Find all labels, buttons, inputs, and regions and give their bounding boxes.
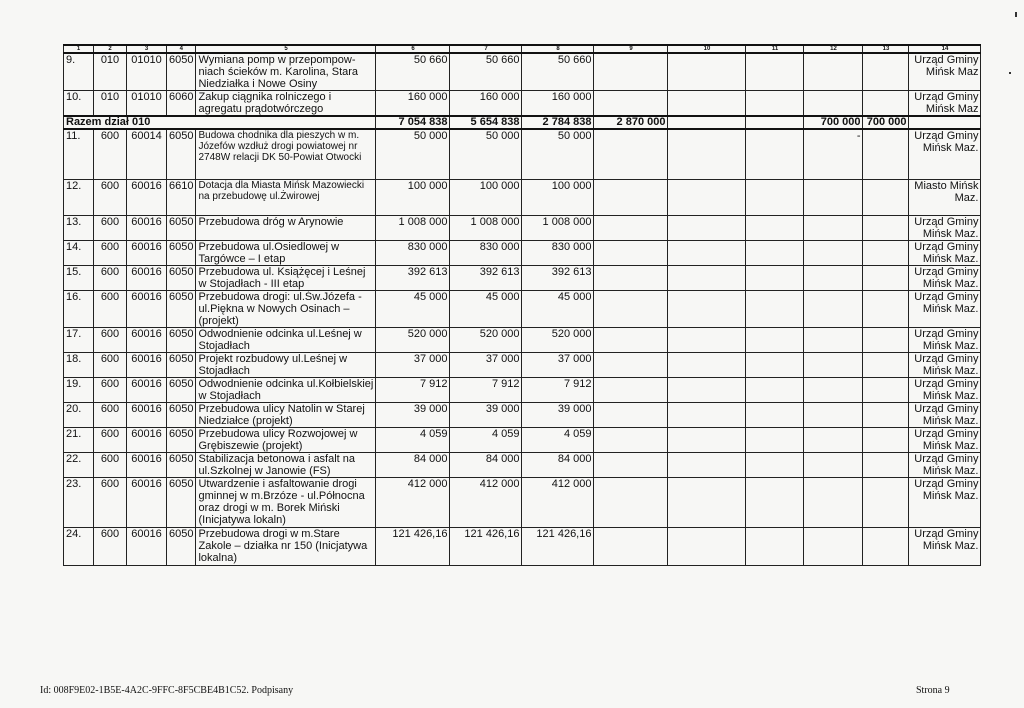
table-row — [64, 477, 981, 527]
table-row — [64, 402, 981, 427]
cell-paragraph: 6050 — [167, 352, 196, 377]
cell-value: 84 000 — [522, 452, 594, 477]
cell-value — [668, 290, 746, 327]
summary-value: 2 870 000 — [594, 116, 668, 129]
cell-value — [746, 402, 804, 427]
cell-unit: Urząd Gminy Mińsk Maz — [909, 53, 981, 91]
cell-value: 39 000 — [450, 402, 522, 427]
cell-chapter: 60016 — [127, 477, 167, 527]
table-row — [64, 91, 981, 117]
cell-section: 600 — [94, 402, 127, 427]
cell-value: 45 000 — [522, 290, 594, 327]
cell-section: 010 — [94, 53, 127, 91]
scan-mark — [1009, 72, 1011, 74]
cell-value: 392 613 — [376, 265, 450, 290]
cell-value: 412 000 — [376, 477, 450, 527]
cell-value — [668, 240, 746, 265]
cell-value — [668, 91, 746, 117]
cell-paragraph: 6050 — [167, 53, 196, 91]
cell-unit: Urząd Gminy Mińsk Maz. — [909, 477, 981, 527]
cell-value: 39 000 — [376, 402, 450, 427]
cell-section: 600 — [94, 265, 127, 290]
summary-value: 700 000 — [863, 116, 909, 129]
cell-value: 100 000 — [376, 179, 450, 215]
cell-paragraph: 6050 — [167, 215, 196, 240]
cell-value — [746, 527, 804, 565]
cell-unit: Urząd Gminy Mińsk Maz. — [909, 215, 981, 240]
cell-value: 100 000 — [450, 179, 522, 215]
cell-value: 7 912 — [450, 377, 522, 402]
cell-value: 520 000 — [376, 327, 450, 352]
cell-value — [863, 53, 909, 91]
cell-paragraph: 6060 — [167, 91, 196, 117]
cell-task-name: Przebudowa drogi w m.Stare Zakole – działka nr 150 (Inicjatywa lokalna) — [196, 527, 376, 565]
table-body — [64, 53, 981, 565]
summary-label: Razem dział 010 — [64, 116, 376, 129]
cell-value — [863, 240, 909, 265]
table-row — [64, 240, 981, 265]
cell-value — [594, 452, 668, 477]
cell-paragraph: 6050 — [167, 427, 196, 452]
cell-value — [668, 179, 746, 215]
cell-value — [863, 352, 909, 377]
row-number: 12. — [64, 179, 94, 215]
cell-task-name: Przebudowa ul. Książęcej i Leśnej w Stojadłach - III etap — [196, 265, 376, 290]
cell-task-name: Przebudowa ulicy Rozwojowej w Grębiszewie (projekt) — [196, 427, 376, 452]
cell-chapter: 01010 — [127, 53, 167, 91]
cell-chapter: 60016 — [127, 377, 167, 402]
cell-value — [746, 240, 804, 265]
row-number: 20. — [64, 402, 94, 427]
cell-value — [594, 527, 668, 565]
row-number: 13. — [64, 215, 94, 240]
cell-section: 600 — [94, 352, 127, 377]
cell-paragraph: 6050 — [167, 527, 196, 565]
cell-section: 600 — [94, 477, 127, 527]
cell-value — [746, 215, 804, 240]
cell-paragraph: 6050 — [167, 327, 196, 352]
column-number: 2 — [94, 45, 127, 53]
cell-value — [594, 477, 668, 527]
cell-chapter: 60016 — [127, 265, 167, 290]
cell-chapter: 60016 — [127, 402, 167, 427]
cell-value: 4 059 — [376, 427, 450, 452]
cell-paragraph: 6050 — [167, 402, 196, 427]
cell-value — [594, 240, 668, 265]
cell-value — [863, 327, 909, 352]
cell-value: 160 000 — [522, 91, 594, 117]
cell-value: 160 000 — [376, 91, 450, 117]
cell-value: 1 008 000 — [376, 215, 450, 240]
cell-value: 830 000 — [450, 240, 522, 265]
cell-value — [804, 477, 863, 527]
cell-value: 7 912 — [376, 377, 450, 402]
table-row — [64, 527, 981, 565]
cell-unit: Urząd Gminy Mińsk Maz. — [909, 527, 981, 565]
column-number: 13 — [863, 45, 909, 53]
column-number: 11 — [746, 45, 804, 53]
cell-value — [746, 327, 804, 352]
table-row — [64, 427, 981, 452]
cell-value — [668, 215, 746, 240]
cell-value — [668, 352, 746, 377]
cell-value: 37 000 — [376, 352, 450, 377]
cell-unit: Urząd Gminy Mińsk Maz. — [909, 290, 981, 327]
cell-unit: Miasto Mińsk Maz. — [909, 179, 981, 215]
cell-value — [863, 427, 909, 452]
cell-value: 392 613 — [450, 265, 522, 290]
cell-value — [804, 91, 863, 117]
column-number: 12 — [804, 45, 863, 53]
cell-task-name: Przebudowa ul.Osiedlowej w Targówce – I etap — [196, 240, 376, 265]
cell-value — [668, 129, 746, 179]
cell-chapter: 60016 — [127, 215, 167, 240]
cell-unit: Urząd Gminy Mińsk Maz. — [909, 402, 981, 427]
column-number: 14 — [909, 45, 981, 53]
cell-value — [594, 53, 668, 91]
cell-paragraph: 6050 — [167, 477, 196, 527]
row-number: 21. — [64, 427, 94, 452]
cell-unit: Urząd Gminy Mińsk Maz. — [909, 240, 981, 265]
cell-value — [804, 377, 863, 402]
column-number: 5 — [196, 45, 376, 53]
cell-value: 45 000 — [376, 290, 450, 327]
document-id: Id: 008F9E02-1B5E-4A2C-9FFC-8F5CBE4B1C52. Podpisany — [40, 685, 294, 696]
cell-section: 600 — [94, 215, 127, 240]
summary-value — [909, 116, 981, 129]
table-row — [64, 129, 981, 179]
cell-value — [804, 452, 863, 477]
row-number: 22. — [64, 452, 94, 477]
column-number-row — [64, 45, 981, 53]
cell-value — [668, 452, 746, 477]
cell-task-name: Przebudowa ulicy Natolin w Starej Niedziałce (projekt) — [196, 402, 376, 427]
cell-value — [668, 527, 746, 565]
column-number: 4 — [167, 45, 196, 53]
cell-value — [804, 53, 863, 91]
cell-paragraph: 6610 — [167, 179, 196, 215]
cell-task-name: Budowa chodnika dla pieszych w m. Józefów wzdłuż drogi powiatowej nr 2748W relacji DK 50-Powiat Otwocki — [196, 129, 376, 179]
cell-value — [804, 240, 863, 265]
cell-value — [746, 427, 804, 452]
cell-chapter: 60016 — [127, 179, 167, 215]
cell-value — [804, 179, 863, 215]
cell-value: 50 000 — [376, 129, 450, 179]
cell-task-name: Odwodnienie odcinka ul.Kołbielskiej w Stojadłach — [196, 377, 376, 402]
cell-section: 010 — [94, 91, 127, 117]
table-row — [64, 265, 981, 290]
cell-value — [863, 265, 909, 290]
cell-value — [804, 427, 863, 452]
cell-value: 520 000 — [450, 327, 522, 352]
row-number: 11. — [64, 129, 94, 179]
cell-value — [746, 179, 804, 215]
summary-value — [746, 116, 804, 129]
cell-value: 50 000 — [450, 129, 522, 179]
cell-value — [594, 215, 668, 240]
cell-value — [804, 402, 863, 427]
cell-section: 600 — [94, 377, 127, 402]
investment-table — [63, 44, 981, 566]
cell-section: 600 — [94, 452, 127, 477]
cell-value — [668, 265, 746, 290]
cell-unit: Urząd Gminy Mińsk Maz. — [909, 265, 981, 290]
cell-value — [594, 290, 668, 327]
cell-unit: Urząd Gminy Mińsk Maz. — [909, 377, 981, 402]
cell-section: 600 — [94, 527, 127, 565]
cell-task-name: Przebudowa drogi: ul.Św.Józefa -ul.Piękna w Nowych Osinach – (projekt) — [196, 290, 376, 327]
cell-value — [594, 129, 668, 179]
cell-task-name: Odwodnienie odcinka ul.Leśnej w Stojadłach — [196, 327, 376, 352]
cell-value: 121 426,16 — [522, 527, 594, 565]
cell-value — [668, 53, 746, 91]
cell-value: 37 000 — [522, 352, 594, 377]
page-number: Strona 9 — [916, 685, 950, 696]
cell-task-name: Projekt rozbudowy ul.Leśnej w Stojadłach — [196, 352, 376, 377]
cell-paragraph: 6050 — [167, 240, 196, 265]
cell-value — [668, 427, 746, 452]
cell-task-name: Zakup ciągnika rolniczego i agregatu prądotwórczego — [196, 91, 376, 117]
table-row — [64, 377, 981, 402]
summary-row — [64, 116, 981, 129]
cell-task-name: Wymiana pomp w przepompow- niach ścieków m. Karolina, Stara Niedziałka i Nowe Osiny — [196, 53, 376, 91]
row-number: 9. — [64, 53, 94, 91]
scan-mark — [1015, 12, 1017, 17]
summary-value: 5 654 838 — [450, 116, 522, 129]
cell-value — [746, 477, 804, 527]
cell-section: 600 — [94, 290, 127, 327]
column-number: 8 — [522, 45, 594, 53]
cell-section: 600 — [94, 427, 127, 452]
cell-chapter: 60016 — [127, 240, 167, 265]
row-number: 18. — [64, 352, 94, 377]
cell-value — [804, 265, 863, 290]
cell-unit: Urząd Gminy Mińsk Maz. — [909, 327, 981, 352]
cell-paragraph: 6050 — [167, 377, 196, 402]
cell-value — [594, 377, 668, 402]
cell-value — [804, 215, 863, 240]
cell-value — [863, 477, 909, 527]
cell-section: 600 — [94, 129, 127, 179]
cell-unit: Urząd Gminy Mińsk Maz. — [909, 452, 981, 477]
cell-value — [863, 215, 909, 240]
cell-value — [668, 402, 746, 427]
cell-unit: Urząd Gminy Mińsk Maz. — [909, 427, 981, 452]
cell-unit: Urząd Gminy Mińsk Maz. — [909, 129, 981, 179]
cell-chapter: 60014 — [127, 129, 167, 179]
cell-value — [863, 452, 909, 477]
cell-section: 600 — [94, 327, 127, 352]
cell-value — [594, 179, 668, 215]
cell-value — [746, 352, 804, 377]
cell-chapter: 60016 — [127, 427, 167, 452]
row-number: 19. — [64, 377, 94, 402]
cell-unit: Urząd Gminy Mińsk Maz — [909, 91, 981, 117]
summary-value: 700 000 — [804, 116, 863, 129]
cell-value: 412 000 — [522, 477, 594, 527]
cell-value — [594, 352, 668, 377]
column-number: 9 — [594, 45, 668, 53]
cell-paragraph: 6050 — [167, 129, 196, 179]
cell-task-name: Przebudowa dróg w Arynowie — [196, 215, 376, 240]
cell-value: 1 008 000 — [450, 215, 522, 240]
summary-value: 2 784 838 — [522, 116, 594, 129]
cell-section: 600 — [94, 179, 127, 215]
cell-value — [804, 527, 863, 565]
cell-value: 37 000 — [450, 352, 522, 377]
cell-value: 412 000 — [450, 477, 522, 527]
cell-value: 39 000 — [522, 402, 594, 427]
cell-paragraph: 6050 — [167, 290, 196, 327]
cell-value: 84 000 — [450, 452, 522, 477]
cell-value: 121 426,16 — [376, 527, 450, 565]
row-number: 14. — [64, 240, 94, 265]
column-number: 10 — [668, 45, 746, 53]
row-number: 24. — [64, 527, 94, 565]
cell-value — [863, 402, 909, 427]
cell-value — [746, 377, 804, 402]
cell-chapter: 60016 — [127, 327, 167, 352]
row-number: 23. — [64, 477, 94, 527]
cell-chapter: 60016 — [127, 352, 167, 377]
cell-value: 830 000 — [522, 240, 594, 265]
table-row — [64, 352, 981, 377]
cell-value: 4 059 — [522, 427, 594, 452]
cell-value: 392 613 — [522, 265, 594, 290]
cell-value — [863, 527, 909, 565]
cell-value — [594, 427, 668, 452]
cell-value — [746, 290, 804, 327]
cell-value — [594, 327, 668, 352]
cell-value — [594, 265, 668, 290]
cell-value — [804, 290, 863, 327]
cell-value: 45 000 — [450, 290, 522, 327]
cell-value: 50 000 — [522, 129, 594, 179]
cell-value: 160 000 — [450, 91, 522, 117]
cell-value — [746, 53, 804, 91]
cell-value — [863, 129, 909, 179]
cell-value: 50 660 — [450, 53, 522, 91]
cell-chapter: 01010 — [127, 91, 167, 117]
cell-value — [594, 91, 668, 117]
cell-chapter: 60016 — [127, 290, 167, 327]
column-number: 7 — [450, 45, 522, 53]
row-number: 15. — [64, 265, 94, 290]
cell-value: 100 000 — [522, 179, 594, 215]
table-row — [64, 53, 981, 91]
cell-chapter: 60016 — [127, 452, 167, 477]
cell-value: 84 000 — [376, 452, 450, 477]
cell-value — [863, 91, 909, 117]
cell-value: - — [804, 129, 863, 179]
cell-value — [668, 327, 746, 352]
summary-value — [668, 116, 746, 129]
cell-value — [668, 477, 746, 527]
cell-unit: Urząd Gminy Mińsk Maz. — [909, 352, 981, 377]
row-number: 16. — [64, 290, 94, 327]
cell-value: 4 059 — [450, 427, 522, 452]
table-row — [64, 179, 981, 215]
cell-value — [668, 377, 746, 402]
cell-task-name: Stabilizacja betonowa i asfalt na ul.Szkolnej w Janowie (FS) — [196, 452, 376, 477]
cell-value — [746, 129, 804, 179]
column-number: 1 — [64, 45, 94, 53]
table-row — [64, 215, 981, 240]
cell-value: 50 660 — [376, 53, 450, 91]
cell-value: 50 660 — [522, 53, 594, 91]
table-row — [64, 327, 981, 352]
cell-section: 600 — [94, 240, 127, 265]
cell-value — [863, 290, 909, 327]
cell-value: 1 008 000 — [522, 215, 594, 240]
cell-value: 121 426,16 — [450, 527, 522, 565]
cell-value — [863, 377, 909, 402]
cell-task-name: Dotacja dla Miasta Mińsk Mazowiecki na przebudowę ul.Żwirowej — [196, 179, 376, 215]
cell-paragraph: 6050 — [167, 265, 196, 290]
cell-task-name: Utwardzenie i asfaltowanie drogi gminnej w m.Brzóze - ul.Północna oraz drogi w m. Borek Miński (Inicjatywa lokaln) — [196, 477, 376, 527]
table-row — [64, 290, 981, 327]
cell-value — [746, 265, 804, 290]
cell-value — [746, 452, 804, 477]
column-number: 3 — [127, 45, 167, 53]
summary-value: 7 054 838 — [376, 116, 450, 129]
table-row — [64, 452, 981, 477]
cell-value: 7 912 — [522, 377, 594, 402]
cell-value — [746, 91, 804, 117]
cell-value — [804, 352, 863, 377]
cell-value — [594, 402, 668, 427]
cell-paragraph: 6050 — [167, 452, 196, 477]
row-number: 10. — [64, 91, 94, 117]
cell-value — [804, 327, 863, 352]
cell-value: 830 000 — [376, 240, 450, 265]
cell-value — [863, 179, 909, 215]
cell-value: 520 000 — [522, 327, 594, 352]
column-number: 6 — [376, 45, 450, 53]
row-number: 17. — [64, 327, 94, 352]
cell-chapter: 60016 — [127, 527, 167, 565]
